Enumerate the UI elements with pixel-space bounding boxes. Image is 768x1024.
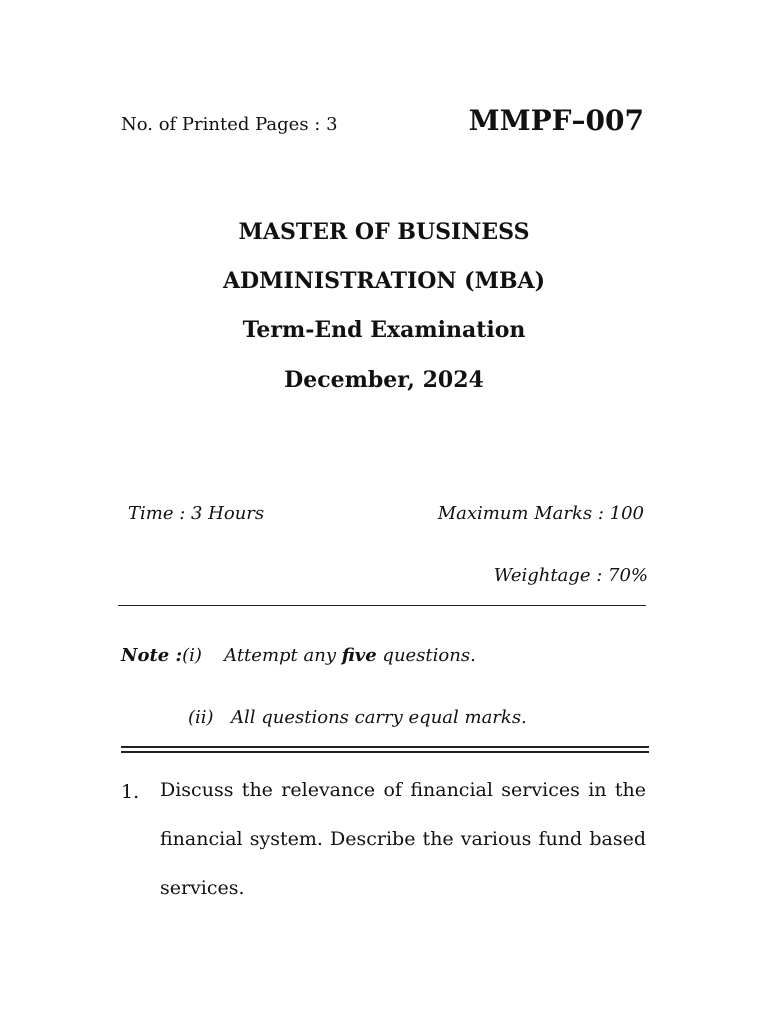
programme-title-line-1: MASTER OF BUSINESS (238, 219, 530, 245)
course-code: MMPF–007 (468, 104, 644, 137)
programme-title-line-2: ADMINISTRATION (MBA) (222, 268, 546, 294)
note-item-number: (i) (182, 645, 202, 666)
note-item-2 (188, 707, 527, 728)
exam-time: Time : 3 Hours (128, 503, 265, 524)
note-item-1 (121, 645, 476, 666)
note-item-text-post: questions. (376, 645, 476, 666)
note-item-number: (ii) (188, 707, 214, 728)
divider-double (121, 746, 649, 753)
note-item-text-pre: Attempt any (224, 645, 342, 666)
note-label: Note : (121, 645, 183, 666)
question-number: 1. (121, 781, 140, 803)
exam-date: December, 2024 (284, 367, 484, 393)
note-item-emphasis: five (341, 645, 377, 666)
weightage: Weightage : 70% (493, 565, 648, 586)
note-item-text: All questions carry equal marks. (231, 707, 527, 728)
maximum-marks: Maximum Marks : 100 (437, 503, 644, 524)
divider-single (118, 605, 646, 606)
question-text: Discuss the relevance of financial services in the financial system. Describe the various fund based services. (160, 779, 646, 899)
printed-pages-label: No. of Printed Pages : 3 (121, 114, 338, 135)
exam-type: Term-End Examination (242, 317, 526, 343)
